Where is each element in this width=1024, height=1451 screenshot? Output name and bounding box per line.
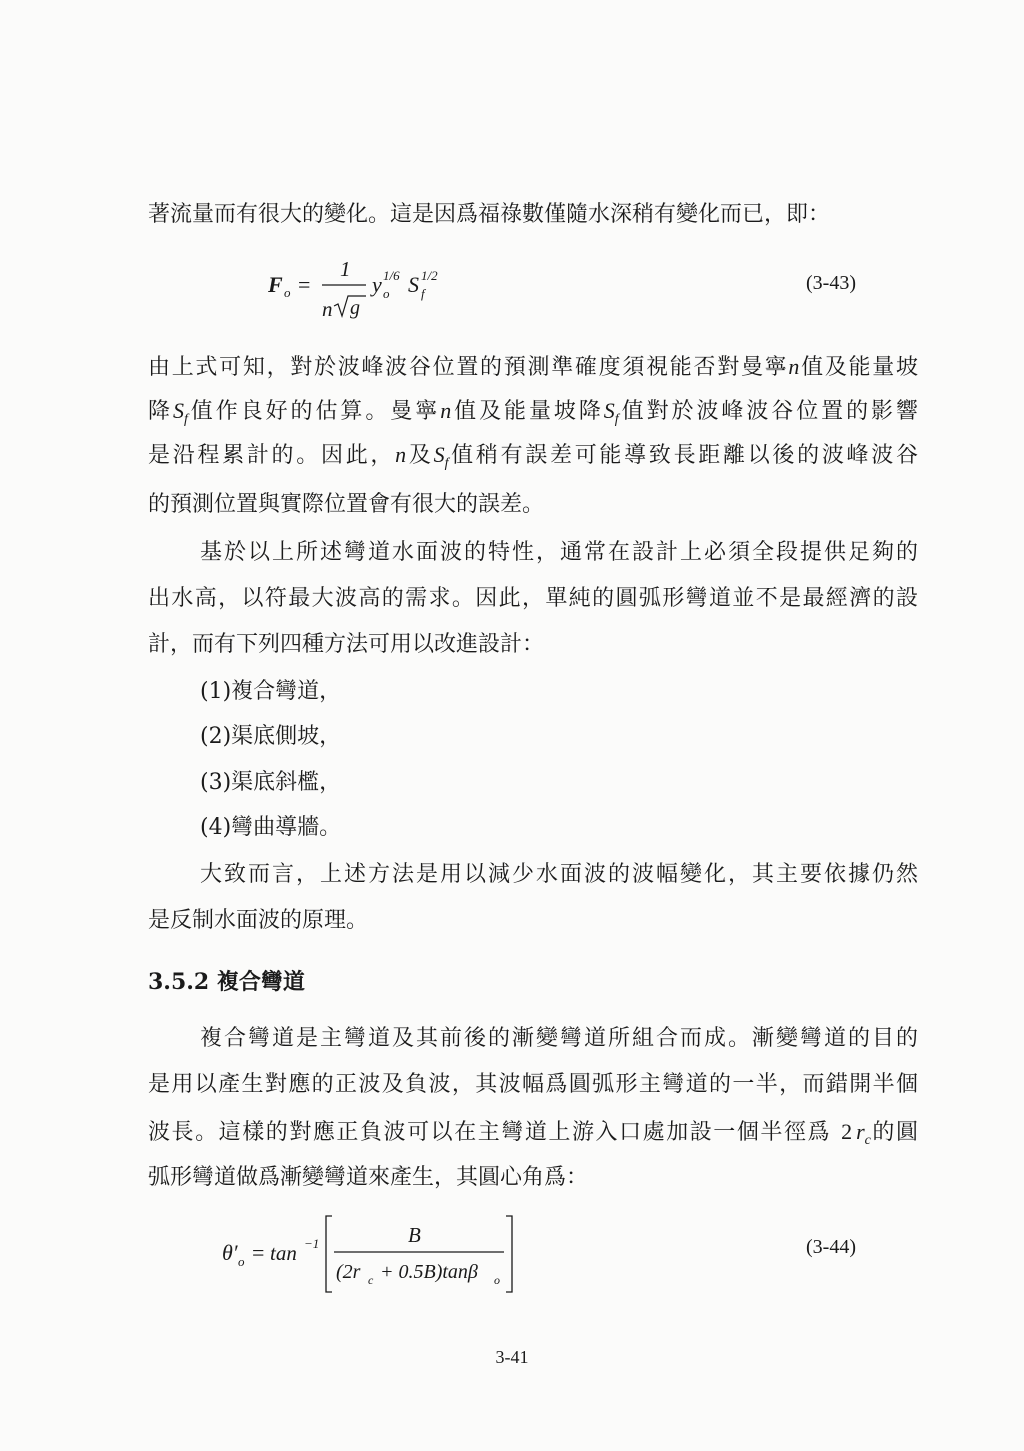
eq-func-sup: −1 <box>304 1236 320 1251</box>
eq-den-n: n <box>322 297 333 321</box>
eq-lhs-sub: o <box>284 285 291 300</box>
paragraph-line <box>148 1163 918 1193</box>
text-span: 的圓 <box>870 1120 918 1145</box>
equation-3-43 <box>260 250 480 326</box>
eq-den-b: + 0.5B)tanβ <box>380 1261 478 1283</box>
math-variable: S <box>172 398 184 423</box>
math-variable: S <box>603 398 615 423</box>
math-variable: n <box>440 398 452 423</box>
math-variable: S <box>433 442 445 467</box>
list-item: (4)彎曲導牆。 <box>200 815 342 840</box>
text-span: 值對於波峰波谷位置的影響 <box>618 399 918 424</box>
eq-s-sub: f <box>421 286 425 301</box>
eq-numerator: B <box>408 1223 421 1247</box>
text-span: 值稍有誤差可能導致長距離以後的波峰波谷 <box>448 443 918 468</box>
eq-numerator: 1 <box>340 257 351 281</box>
equation-number: (3-44) <box>806 1236 856 1258</box>
text-span: 著流量而有很大的變化。這是因爲福祿數僅隨水深稍有變化而已，即： <box>148 202 831 227</box>
text-span: 波長。這樣的對應正負波可以在主彎道上游入口處加設一個半徑爲 <box>148 1120 832 1145</box>
paragraph-line <box>148 1117 918 1156</box>
eq-den-o: o <box>494 1273 500 1287</box>
eq-den-c: c <box>368 1273 374 1287</box>
text-span: 出水高，以符最大波高的需求。因此，單純的圓弧形彎道並不是最經濟的設 <box>148 586 918 611</box>
math-variable: r <box>856 1119 865 1144</box>
paragraph-line <box>148 396 918 435</box>
eq-y: y <box>372 272 382 297</box>
text-span: 複合彎道是主彎道及其前後的漸變彎道所組合而成。漸變彎道的目的 <box>200 1026 918 1051</box>
math-number: 2 <box>841 1119 853 1144</box>
math-subscript: c <box>864 1133 871 1148</box>
list-item: (3)渠底斜檻， <box>200 770 342 795</box>
eq-theta: θ′ <box>222 1240 238 1265</box>
section-heading: 3.5.2 複合彎道 <box>148 969 305 995</box>
paragraph-line <box>148 906 918 936</box>
text-span: 由上式可知，對於波峰波谷位置的預測準確度須視能否對曼寧 <box>148 355 789 380</box>
text-span: 是用以產生對應的正波及負波，其波幅爲圓弧形主彎道的一半，而錯開半個 <box>148 1072 918 1097</box>
paragraph-line <box>200 538 918 568</box>
eq-equals: = <box>252 1240 265 1265</box>
math-subscript: f <box>183 412 188 427</box>
text-span: 基於以上所述彎道水面波的特性，通常在設計上必須全段提供足夠的 <box>200 540 918 565</box>
page-number: 3-41 <box>495 1347 529 1367</box>
eq-lhs: F <box>268 272 283 297</box>
equation-number: (3-43) <box>806 272 856 294</box>
text-span: 計，而有下列四種方法可用以改進設計： <box>148 632 545 657</box>
paragraph-line <box>148 352 918 383</box>
paragraph-line <box>148 584 918 614</box>
eq-func: tan <box>270 1241 297 1265</box>
right-bracket <box>506 1216 512 1292</box>
text-span: 的預測位置與實際位置會有很大的誤差。 <box>148 492 545 517</box>
equation-3-44 <box>222 1212 522 1298</box>
eq-den-a: (2r <box>336 1261 361 1283</box>
text-span: 是沿程累計的。因此， <box>148 443 396 468</box>
eq-equals: = <box>298 272 311 297</box>
eq-theta-sub: o <box>238 1254 245 1269</box>
text-span: 值及能量坡 <box>799 355 918 380</box>
paragraph-line <box>148 440 918 479</box>
text-span: 值作良好的估算。曼寧 <box>187 399 441 424</box>
text-span: 大致而言，上述方法是用以減少水面波的波幅變化，其主要依據仍然 <box>200 862 918 887</box>
eq-s-sup: 1/2 <box>421 268 438 283</box>
math-subscript: f <box>444 456 449 471</box>
text-span: 弧形彎道做爲漸變彎道來產生，其圓心角爲： <box>148 1165 589 1190</box>
left-bracket <box>326 1216 332 1292</box>
text-span: 是反制水面波的原理。 <box>148 908 369 933</box>
math-variable: n <box>395 442 407 467</box>
list-item: (2)渠底側坡， <box>200 724 342 749</box>
paragraph-line <box>148 490 918 520</box>
paragraph-line <box>148 630 918 660</box>
text-span: 降 <box>148 399 173 424</box>
eq-y-sub: o <box>383 286 390 301</box>
eq-den-g: g <box>350 297 360 319</box>
eq-s: S <box>408 272 419 297</box>
math-variable: n <box>788 354 800 379</box>
paragraph-line <box>148 200 918 230</box>
paragraph-line <box>200 1024 918 1054</box>
text-span: 及 <box>406 443 434 468</box>
math-subscript: f <box>614 412 619 427</box>
list-item: (1)複合彎道， <box>200 679 342 704</box>
paragraph-line <box>200 860 918 890</box>
eq-y-sup: 1/6 <box>383 268 400 283</box>
text-span: 值及能量坡降 <box>451 399 604 424</box>
paragraph-line <box>148 1070 918 1100</box>
